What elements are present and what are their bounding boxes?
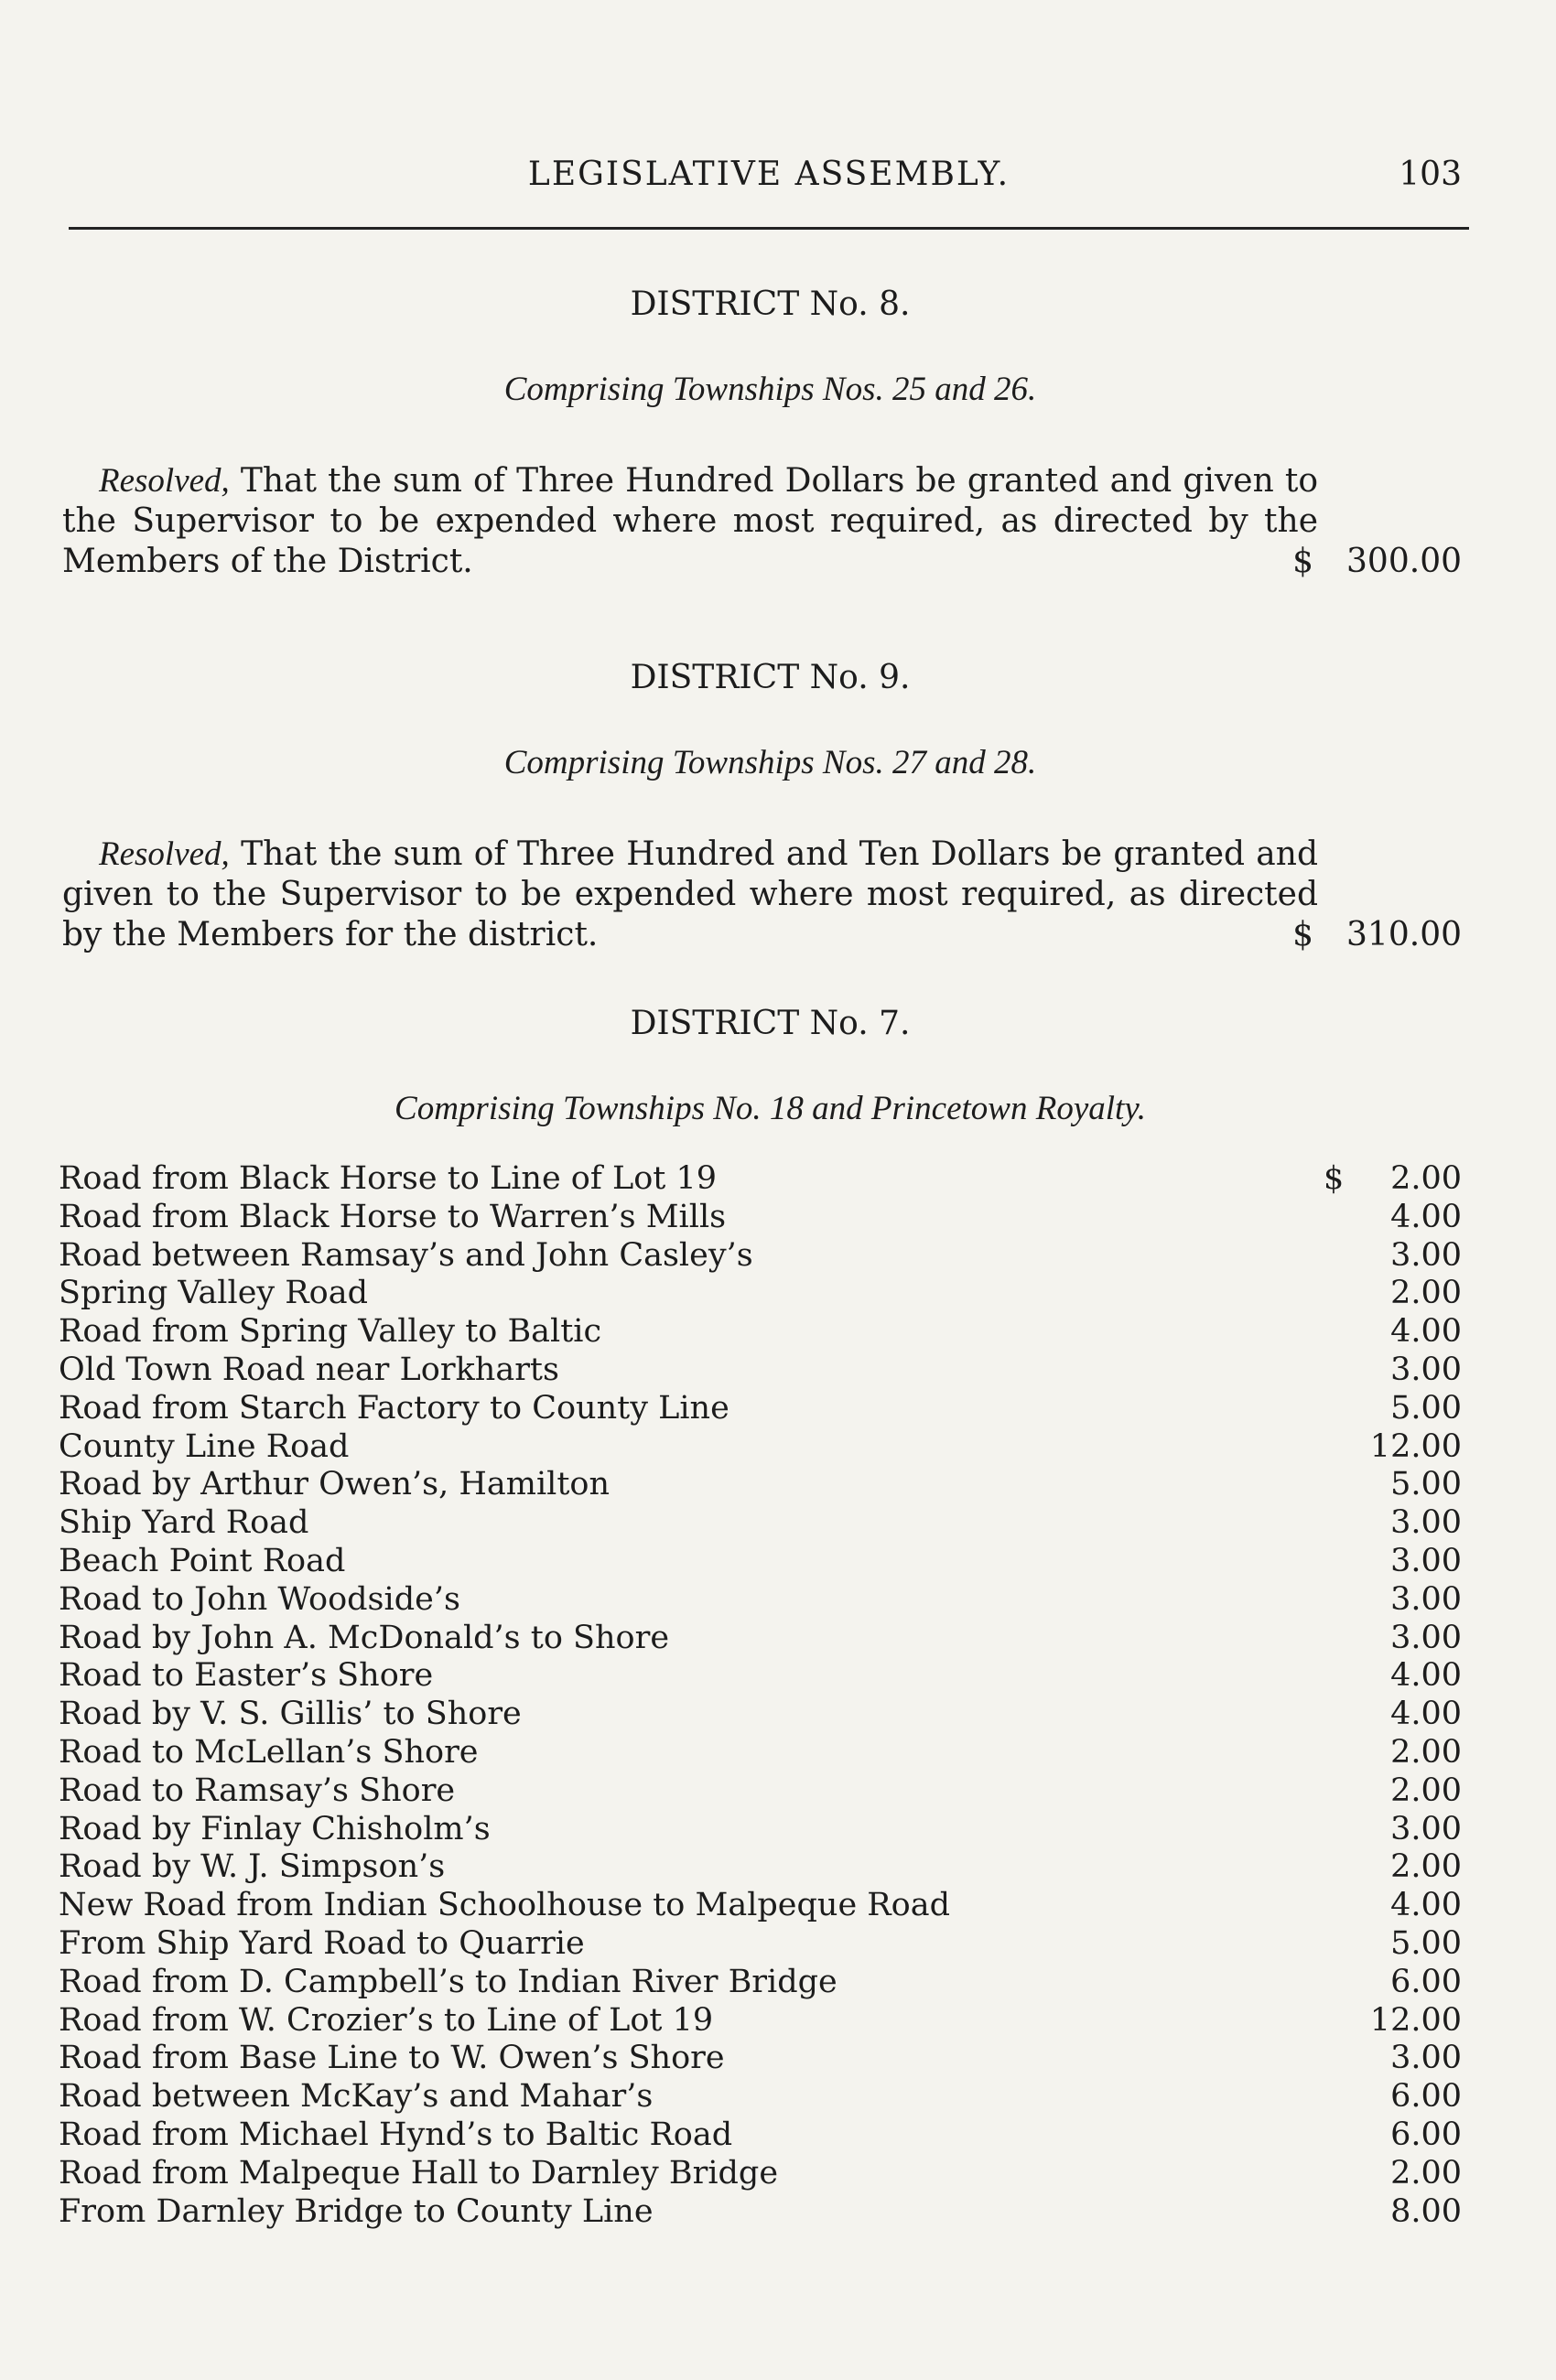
item-amount: 5.00: [1390, 1466, 1462, 1503]
list-item: [59, 1160, 1469, 1199]
list-item: [59, 1352, 1469, 1390]
list-item: [59, 1620, 1469, 1658]
item-amount: 3.00: [1390, 1580, 1462, 1618]
resolution-body: That the sum of Three Hundred Dollars be granted and given to the Supervisor to be expended where most required, as directed by the Members of the District.: [62, 462, 1318, 580]
item-amount: 4.00: [1390, 1696, 1462, 1733]
list-item: [59, 2040, 1469, 2078]
item-amount: 12.00: [1369, 2001, 1462, 2039]
item-name: Road from Starch Factory to County Line: [59, 1389, 729, 1427]
item-name: From Darnley Bridge to County Line: [59, 2192, 654, 2230]
item-name: Road by Finlay Chisholm’s: [59, 1810, 491, 1847]
item-amount: 2.00: [1390, 1733, 1462, 1771]
item-amount: 3.00: [1390, 1504, 1462, 1542]
amount-value: 300.00: [1346, 543, 1462, 580]
item-name: Road to Easter’s Shore: [59, 1657, 434, 1695]
district-heading: DISTRICT No. 7.: [630, 1005, 911, 1042]
list-item: [59, 1887, 1469, 1925]
list-item: [59, 1772, 1469, 1811]
item-name: Ship Yard Road: [59, 1504, 309, 1542]
item-amount: 3.00: [1390, 1810, 1462, 1847]
item-name: Road between McKay’s and Mahar’s: [59, 2078, 654, 2116]
list-item: [59, 1199, 1469, 1237]
item-name: Road by Arthur Owen’s, Hamilton: [59, 1466, 611, 1503]
district-comprising: Comprising Townships No. 18 and Princetown Royalty.: [394, 1090, 1146, 1127]
item-amount: 2.00: [1390, 1160, 1462, 1197]
item-amount: 4.00: [1390, 1313, 1462, 1351]
district-heading: DISTRICT No. 8.: [630, 285, 911, 323]
item-amount: 3.00: [1390, 1351, 1462, 1388]
list-item: [59, 1313, 1469, 1352]
item-name: Old Town Road near Lorkharts: [59, 1351, 559, 1388]
resolution-amount: [1292, 542, 1462, 582]
list-item: [59, 1696, 1469, 1734]
amount-value: 310.00: [1346, 916, 1462, 953]
resolved-word: Resolved,: [99, 462, 230, 500]
item-name: Road from Black Horse to Warren’s Mills: [59, 1198, 727, 1235]
item-amount: 2.00: [1390, 2154, 1462, 2192]
list-item: [59, 1237, 1469, 1276]
item-name: Road to McLellan’s Shore: [59, 1733, 479, 1771]
currency-symbol: $: [1292, 916, 1314, 953]
item-amount: 5.00: [1390, 1924, 1462, 1962]
list-item: [59, 2116, 1469, 2155]
list-item: [59, 1543, 1469, 1581]
resolution-text: [62, 835, 1318, 955]
item-amount: 4.00: [1390, 1198, 1462, 1235]
item-amount: 2.00: [1390, 1772, 1462, 1809]
item-name: Beach Point Road: [59, 1542, 346, 1579]
list-item: [59, 2193, 1469, 2232]
list-item: [59, 1428, 1469, 1467]
road-items-list: [59, 1160, 1469, 2231]
item-amount: 5.00: [1390, 1389, 1462, 1427]
item-amount: 3.00: [1390, 1542, 1462, 1579]
list-item: [59, 2078, 1469, 2116]
item-amount: 6.00: [1390, 2078, 1462, 2116]
list-item: [59, 1925, 1469, 1964]
item-name: Road between Ramsay’s and John Casley’s: [59, 1236, 753, 1274]
item-name: Road to Ramsay’s Shore: [59, 1772, 456, 1809]
list-item: [59, 1964, 1469, 2002]
currency-symbol: $: [1292, 543, 1314, 580]
item-name: Road from W. Crozier’s to Line of Lot 19: [59, 2001, 714, 2039]
item-amount: 2.00: [1390, 1275, 1462, 1312]
list-item: [59, 1466, 1469, 1504]
item-name: Road from Black Horse to Line of Lot 19: [59, 1160, 718, 1197]
item-name: Road by V. S. Gillis’ to Shore: [59, 1696, 522, 1733]
item-amount: 8.00: [1390, 2192, 1462, 2230]
district-8-section: [62, 285, 1469, 582]
list-item: [59, 1848, 1469, 1887]
resolution-body: That the sum of Three Hundred and Ten Dollars be granted and given to the Supervisor to be expended where most required, as directed by the Members for the district.: [62, 835, 1318, 953]
item-amount: 4.00: [1390, 1887, 1462, 1924]
list-item: [59, 1390, 1469, 1428]
item-name: From Ship Yard Road to Quarrie: [59, 1924, 585, 1962]
resolution: [62, 835, 1469, 955]
district-comprising: Comprising Townships Nos. 25 and 26.: [503, 371, 1037, 408]
district-7-section: [62, 1005, 1469, 1133]
resolution-amount: [1292, 915, 1462, 955]
list-item: [59, 1504, 1469, 1543]
item-amount: 3.00: [1390, 1619, 1462, 1656]
resolved-word: Resolved,: [99, 835, 230, 873]
item-name: County Line Road: [59, 1427, 350, 1465]
item-amount: 12.00: [1369, 1427, 1462, 1465]
item-amount: 3.00: [1390, 2040, 1462, 2077]
item-name: Spring Valley Road: [59, 1275, 369, 1312]
item-name: New Road from Indian Schoolhouse to Malpeque Road: [59, 1887, 950, 1924]
item-name: Road from D. Campbell’s to Indian River Bridge: [59, 1963, 837, 2000]
list-item: [59, 1581, 1469, 1620]
item-name: Road from Malpeque Hall to Darnley Bridge: [59, 2154, 779, 2192]
district-comprising: Comprising Townships Nos. 27 and 28.: [503, 744, 1037, 781]
header-rule: [69, 227, 1469, 230]
item-name: Road from Michael Hynd’s to Baltic Road: [59, 2116, 733, 2153]
resolution-text: [62, 461, 1318, 582]
list-item: [59, 1811, 1469, 1849]
currency-symbol: $: [1324, 1160, 1345, 1197]
item-amount: 2.00: [1390, 1848, 1462, 1886]
item-name: Road from Spring Valley to Baltic: [59, 1313, 602, 1351]
item-name: Road from Base Line to W. Owen’s Shore: [59, 2040, 725, 2077]
district-9-section: [62, 659, 1469, 955]
item-name: Road by W. J. Simpson’s: [59, 1848, 446, 1886]
item-amount: 6.00: [1390, 2116, 1462, 2153]
list-item: [59, 1734, 1469, 1772]
page-number: 103: [1399, 156, 1462, 193]
item-amount: 3.00: [1390, 1236, 1462, 1274]
item-amount: 4.00: [1390, 1657, 1462, 1695]
list-item: [59, 2155, 1469, 2193]
list-item: [59, 2002, 1469, 2041]
item-name: Road by John A. McDonald’s to Shore: [59, 1619, 670, 1656]
district-heading: DISTRICT No. 9.: [630, 659, 911, 696]
resolution: [62, 461, 1469, 582]
item-name: Road to John Woodside’s: [59, 1580, 460, 1618]
running-head: LEGISLATIVE ASSEMBLY.: [527, 156, 1010, 193]
list-item: [59, 1275, 1469, 1313]
list-item: [59, 1657, 1469, 1696]
item-amount: 6.00: [1390, 1963, 1462, 2000]
page-header: [69, 156, 1469, 199]
